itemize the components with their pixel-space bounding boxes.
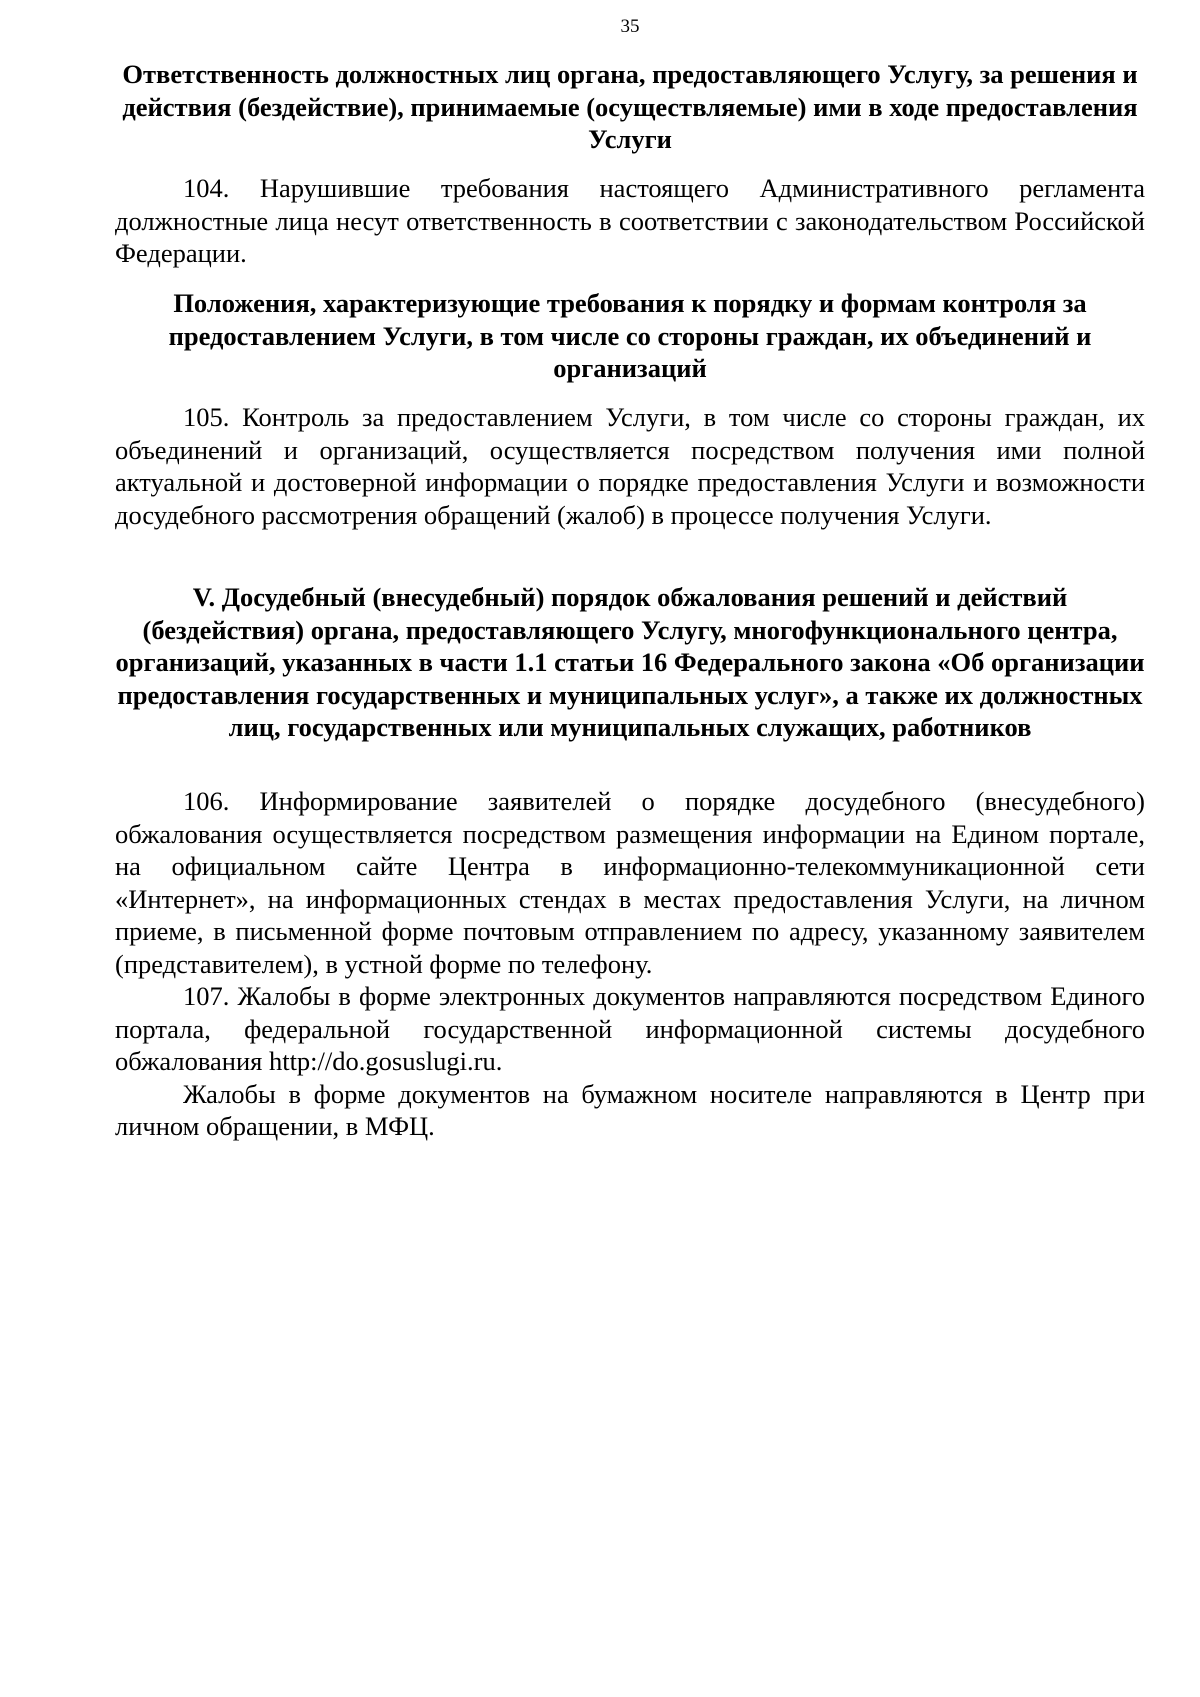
section-heading-control: Положения, характеризующие требования к порядку и формам контроля за предоставлением Услуги, в том числе со стороны граждан, их объединений и организаций <box>168 288 1092 383</box>
paragraph-106: 106. Информирование заявителей о порядке досудебного (внесудебного) обжалования осуществляется посредством размещения информации на Едином портале, на официальном сайте Центра в информационно-телекоммуникационной сети «Интернет», на информационных стендах в местах предоставления Услуги, на личном приеме, в письменной форме почтовым отправлением по адресу, указанному заявителем (представителем), в устной форме по телефону. <box>115 786 1145 979</box>
page-number: 35 <box>620 16 640 37</box>
paragraph-107: 107. Жалобы в форме электронных документов направляются посредством Единого портала, федеральной государственной информационной системы досудебного обжалования http://do.gosuslugi.ru. <box>115 981 1145 1076</box>
section-heading-appeal: V. Досудебный (внесудебный) порядок обжалования решений и действий (бездействия) органа, предоставляющего Услугу, многофункционального центра, организаций, указанных в части 1.1 статьи 16 Федерального закона «Об организации предоставления государственных и муниципальных услуг», а также их должностных лиц, государственных или муниципальных служащих, работников <box>115 582 1145 742</box>
section-control-body <box>115 401 1145 531</box>
paragraph-105: 105. Контроль за предоставлением Услуги, в том числе со стороны граждан, их объединений и организаций, осуществляется посредством получения ими полной актуальной и достоверной информации о порядке предоставления Услуги и возможности досудебного рассмотрения обращений (жалоб) в процессе получения Услуги. <box>115 402 1145 530</box>
paragraph-104: 104. Нарушившие требования настоящего Административного регламента должностные лица несут ответственность в соответствии с законодательством Российской Федерации. <box>115 173 1145 268</box>
section-appeal-body <box>115 785 1145 1143</box>
paragraph-paper-complaints: Жалобы в форме документов на бумажном носителе направляются в Центр при личном обращении, в МФЦ. <box>115 1078 1145 1141</box>
section-heading-responsibility: Ответственность должностных лиц органа, предоставляющего Услугу, за решения и действия (бездействие), принимаемые (осуществляемые) ими в ходе предоставления Услуги <box>122 59 1138 154</box>
section-responsibility-body <box>115 172 1145 270</box>
